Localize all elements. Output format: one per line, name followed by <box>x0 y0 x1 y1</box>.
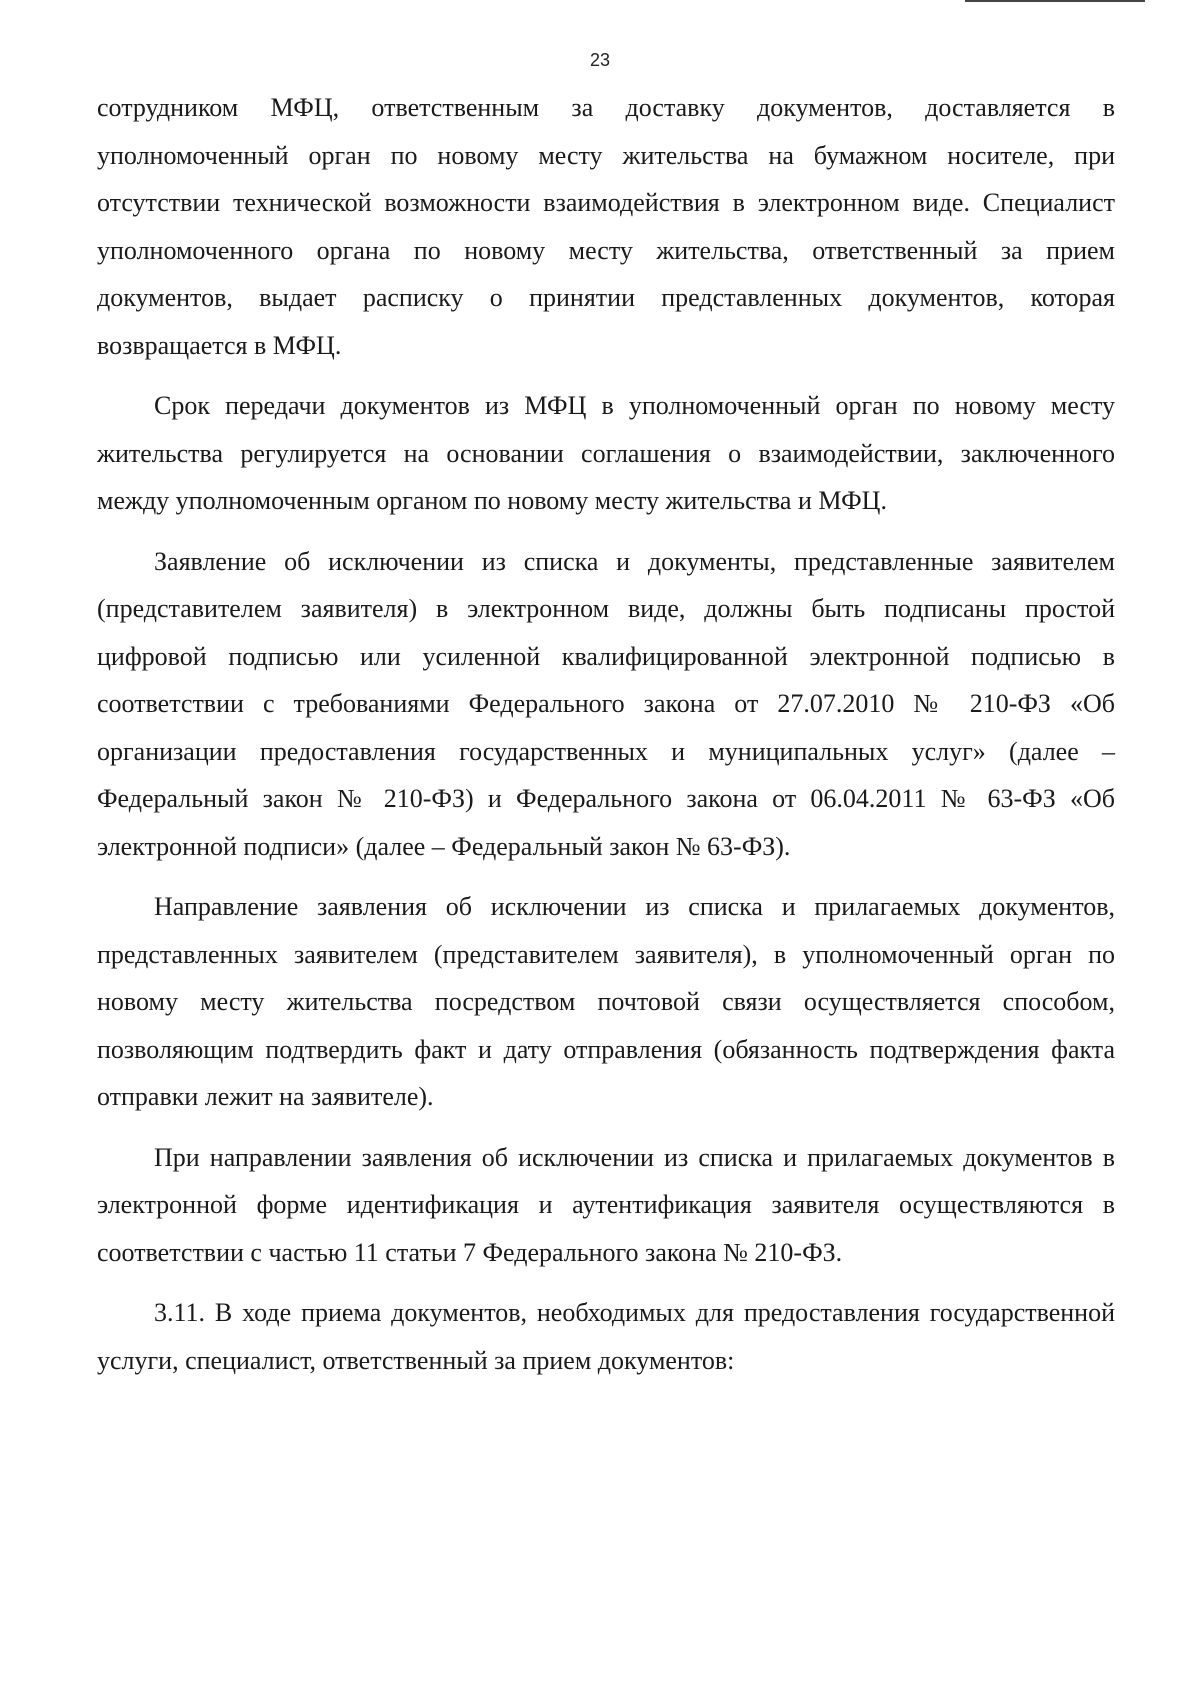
paragraph-section-3-11: 3.11. В ходе приема документов, необходимых для предоставления государственной услуги, специалист, ответственный за прием документов: <box>97 1298 1115 1375</box>
paragraph-mfc-delivery: сотрудником МФЦ, ответственным за доставку документов, доставляется в уполномоченный орган по новому месту жительства на бумажном носителе, при отсутствии технической возможности взаимодействия в электронном виде. Специалист уполномоченного органа по новому месту жительства, ответственный за прием документов, выдает расписку о принятии представленных документов, которая возвращается в МФЦ. <box>97 93 1115 360</box>
paragraph-postal-submission: Направление заявления об исключении из списка и прилагаемых документов, представленных заявителем (представителем заявителя), в уполномоченный орган по новому месту жительства посредством почтовой связи осуществляется способом, позволяющим подтвердить факт и дату отправления (обязанность подтверждения факта отправки лежит на заявителе). <box>97 892 1115 1111</box>
paragraph-identification: При направлении заявления об исключении из списка и прилагаемых документов в электронной форме идентификация и аутентификация заявителя осуществляются в соответствии с частью 11 статьи 7 Федерального закона № 210-ФЗ. <box>97 1142 1115 1267</box>
document-body <box>97 84 1115 1397</box>
paragraph-electronic-signature: Заявление об исключении из списка и документы, представленные заявителем (представителем заявителя) в электронном виде, должны быть подписаны простой цифровой подписью или усиленной квалифицированной электронной подписью в соответствии с требованиями Федерального закона от 27.07.2010 № 210-ФЗ «Об организации предоставления государственных и муниципальных услуг» (далее – Федеральный закон № 210-ФЗ) и Федерального закона от 06.04.2011 № 63-ФЗ «Об электронной подписи» (далее – Федеральный закон № 63-ФЗ). <box>97 546 1115 861</box>
paragraph-transfer-term: Срок передачи документов из МФЦ в уполномоченный орган по новому месту жительства регулируется на основании соглашения о взаимодействии, заключенного между уполномоченным органом по новому месту жительства и МФЦ. <box>97 391 1115 515</box>
page-number: 23 <box>589 50 611 70</box>
top-edge-rule <box>965 0 1145 2</box>
